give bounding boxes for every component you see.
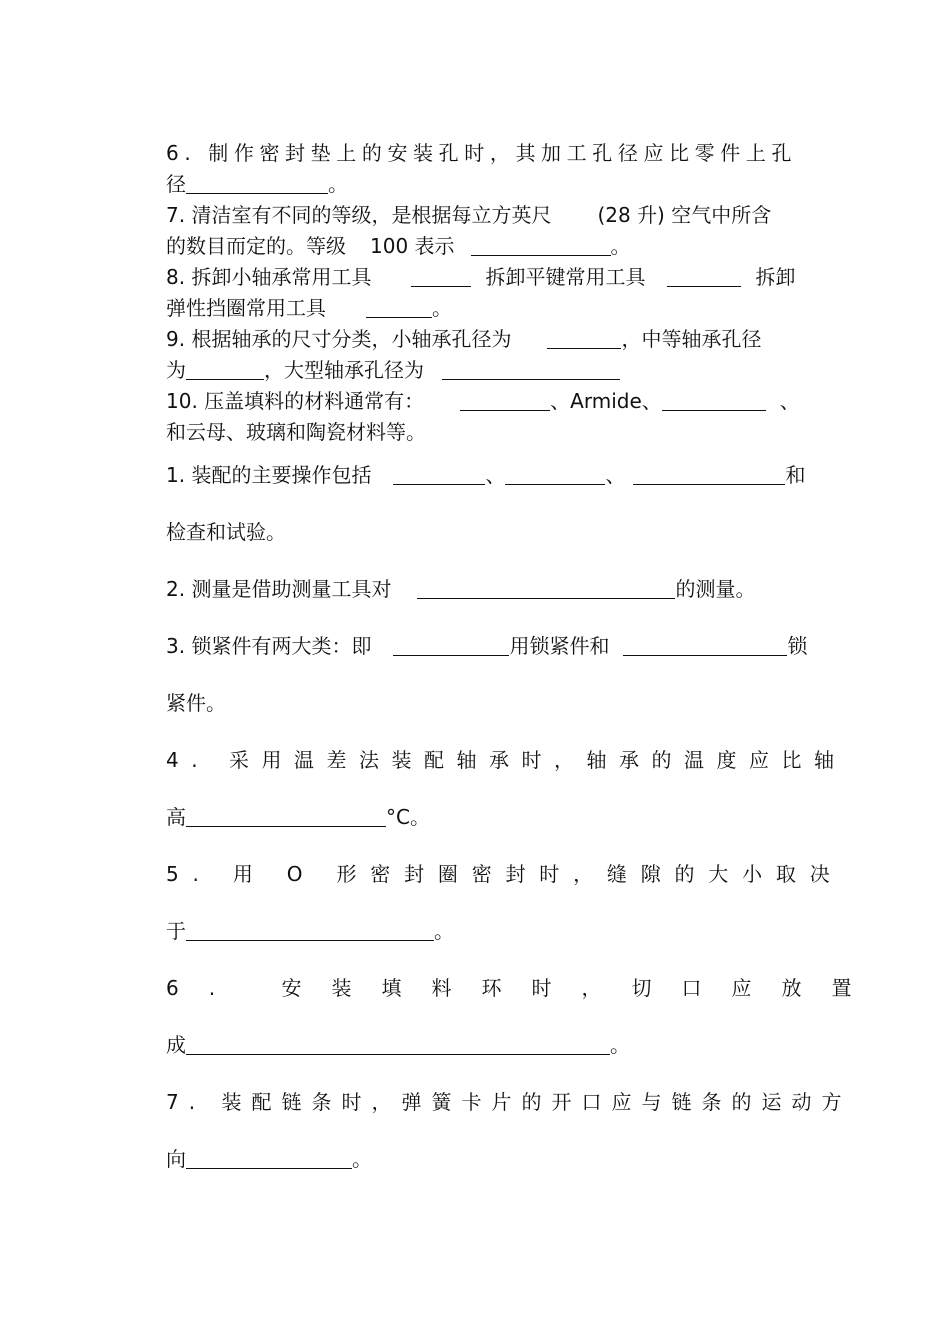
question-a10-text-4: 和云母、玻璃和陶瓷材料等。 (166, 420, 426, 444)
question-a9-text: 9. 根据轴承的尺寸分类，小轴承孔径为 (166, 327, 512, 351)
question-a7-line1 (166, 202, 834, 228)
question-a8-line2 (166, 295, 834, 321)
question-b7-text-2: 向 (166, 1147, 186, 1171)
question-b6-text-3: 。 (610, 1033, 630, 1057)
answer-blank[interactable] (667, 266, 741, 287)
question-a6-line2 (166, 171, 834, 197)
question-b6-text: 6. 安装填料环时，切口应放置 (166, 976, 882, 1000)
question-a7-text-5: 。 (610, 234, 631, 258)
question-a6-text-3: 。 (328, 172, 348, 196)
question-b5-line1 (166, 861, 844, 887)
answer-blank[interactable] (186, 359, 264, 380)
question-b1-text-5: 检查和试验。 (166, 520, 286, 544)
question-a8-text: 8. 拆卸小轴承常用工具 (166, 265, 372, 289)
question-a10-text-2: 、Armide、 (550, 389, 662, 413)
question-a6-text-2: 径 (166, 172, 186, 196)
question-a10-line2 (166, 419, 834, 445)
question-b4-text-3: °C。 (386, 805, 430, 829)
answer-blank[interactable] (547, 328, 621, 349)
question-b1-line1 (166, 462, 834, 488)
question-a7-text-2: (28 升) 空气中所含 (597, 203, 772, 227)
question-a9-line1 (166, 326, 834, 352)
answer-blank[interactable] (505, 464, 605, 485)
question-a7-text: 7. 清洁室有不同的等级，是根据每立方英尺 (166, 203, 552, 227)
answer-blank[interactable] (186, 173, 328, 194)
question-b5-text-3: 。 (434, 919, 454, 943)
question-a7-text-4: 100 表示 (370, 234, 455, 258)
question-b7-line2 (166, 1146, 834, 1172)
answer-blank[interactable] (633, 464, 785, 485)
answer-blank[interactable] (186, 1148, 352, 1169)
question-b2-text-2: 的测量。 (675, 577, 756, 601)
question-b7-text-3: 。 (352, 1147, 372, 1171)
question-a10-text-3: 、 (779, 389, 800, 413)
question-b7-text: 7. 装配链条时，弹簧卡片的开口应与链条的运动方 (166, 1090, 852, 1114)
answer-blank[interactable] (471, 235, 611, 256)
question-a8-line1 (166, 264, 834, 290)
question-a9-text-3: 为 (166, 358, 186, 382)
answer-blank[interactable] (662, 390, 766, 411)
question-b5-text-2: 于 (166, 919, 186, 943)
question-b5-text: 5. 用 O 形密封圈密封时，缝隙的大小取决 (166, 862, 844, 886)
answer-blank[interactable] (366, 297, 432, 318)
answer-blank[interactable] (623, 635, 787, 656)
question-b5-line2 (166, 918, 834, 944)
question-a8-text-3: 拆卸 (755, 265, 796, 289)
question-b1-text: 1. 装配的主要操作包括 (166, 463, 372, 487)
question-b4-line2 (166, 804, 834, 830)
answer-blank[interactable] (442, 359, 620, 380)
answer-blank[interactable] (186, 920, 434, 941)
answer-blank[interactable] (460, 390, 550, 411)
question-a6-line1 (166, 140, 834, 166)
question-b4-text: 4. 采用温差法装配轴承时，轴承的温度应比轴 (166, 748, 847, 772)
question-a9-text-4: ，大型轴承孔径为 (264, 358, 424, 382)
question-b3-line2 (166, 690, 834, 716)
question-a9-text-2: ，中等轴承孔径 (621, 327, 762, 351)
question-a10-text: 10. 压盖填料的材料通常有： (166, 389, 425, 413)
question-b6-line2 (166, 1032, 834, 1058)
question-a7-text-3: 的数目而定的。等级 (166, 234, 346, 258)
question-b1-line2 (166, 519, 834, 545)
question-b1-text-2: 、 (485, 463, 506, 487)
question-a9-line2 (166, 357, 834, 383)
answer-blank[interactable] (411, 266, 471, 287)
question-b7-line1 (166, 1089, 852, 1115)
question-b6-text-2: 成 (166, 1033, 186, 1057)
question-a7-line2 (166, 233, 834, 259)
question-b2-text: 2. 测量是借助测量工具对 (166, 577, 392, 601)
question-b3-text: 3. 锁紧件有两大类：即 (166, 634, 372, 658)
answer-blank[interactable] (393, 635, 509, 656)
answer-blank[interactable] (186, 806, 386, 827)
question-b4-line1 (166, 747, 847, 773)
question-a8-text-5: 。 (432, 296, 452, 320)
question-b3-text-2: 用锁紧件和 (509, 634, 610, 658)
question-b1-text-3: 、 (605, 463, 626, 487)
question-b3-line1 (166, 633, 834, 659)
answer-blank[interactable] (417, 578, 675, 599)
question-b2-line1 (166, 576, 834, 602)
question-a8-text-2: 拆卸平键常用工具 (485, 265, 646, 289)
question-b3-text-4: 紧件。 (166, 691, 226, 715)
question-a8-text-4: 弹性挡圈常用工具 (166, 296, 326, 320)
question-b6-line1 (166, 975, 882, 1001)
question-b1-text-4: 和 (785, 463, 806, 487)
question-b4-text-2: 高 (166, 805, 186, 829)
question-b3-text-3: 锁 (787, 634, 808, 658)
question-a6-text: 6. 制作密封垫上的安装孔时，其加工孔径应比零件上孔 (166, 141, 798, 165)
answer-blank[interactable] (393, 464, 485, 485)
answer-blank[interactable] (186, 1034, 610, 1055)
question-a10-line1 (166, 388, 834, 414)
